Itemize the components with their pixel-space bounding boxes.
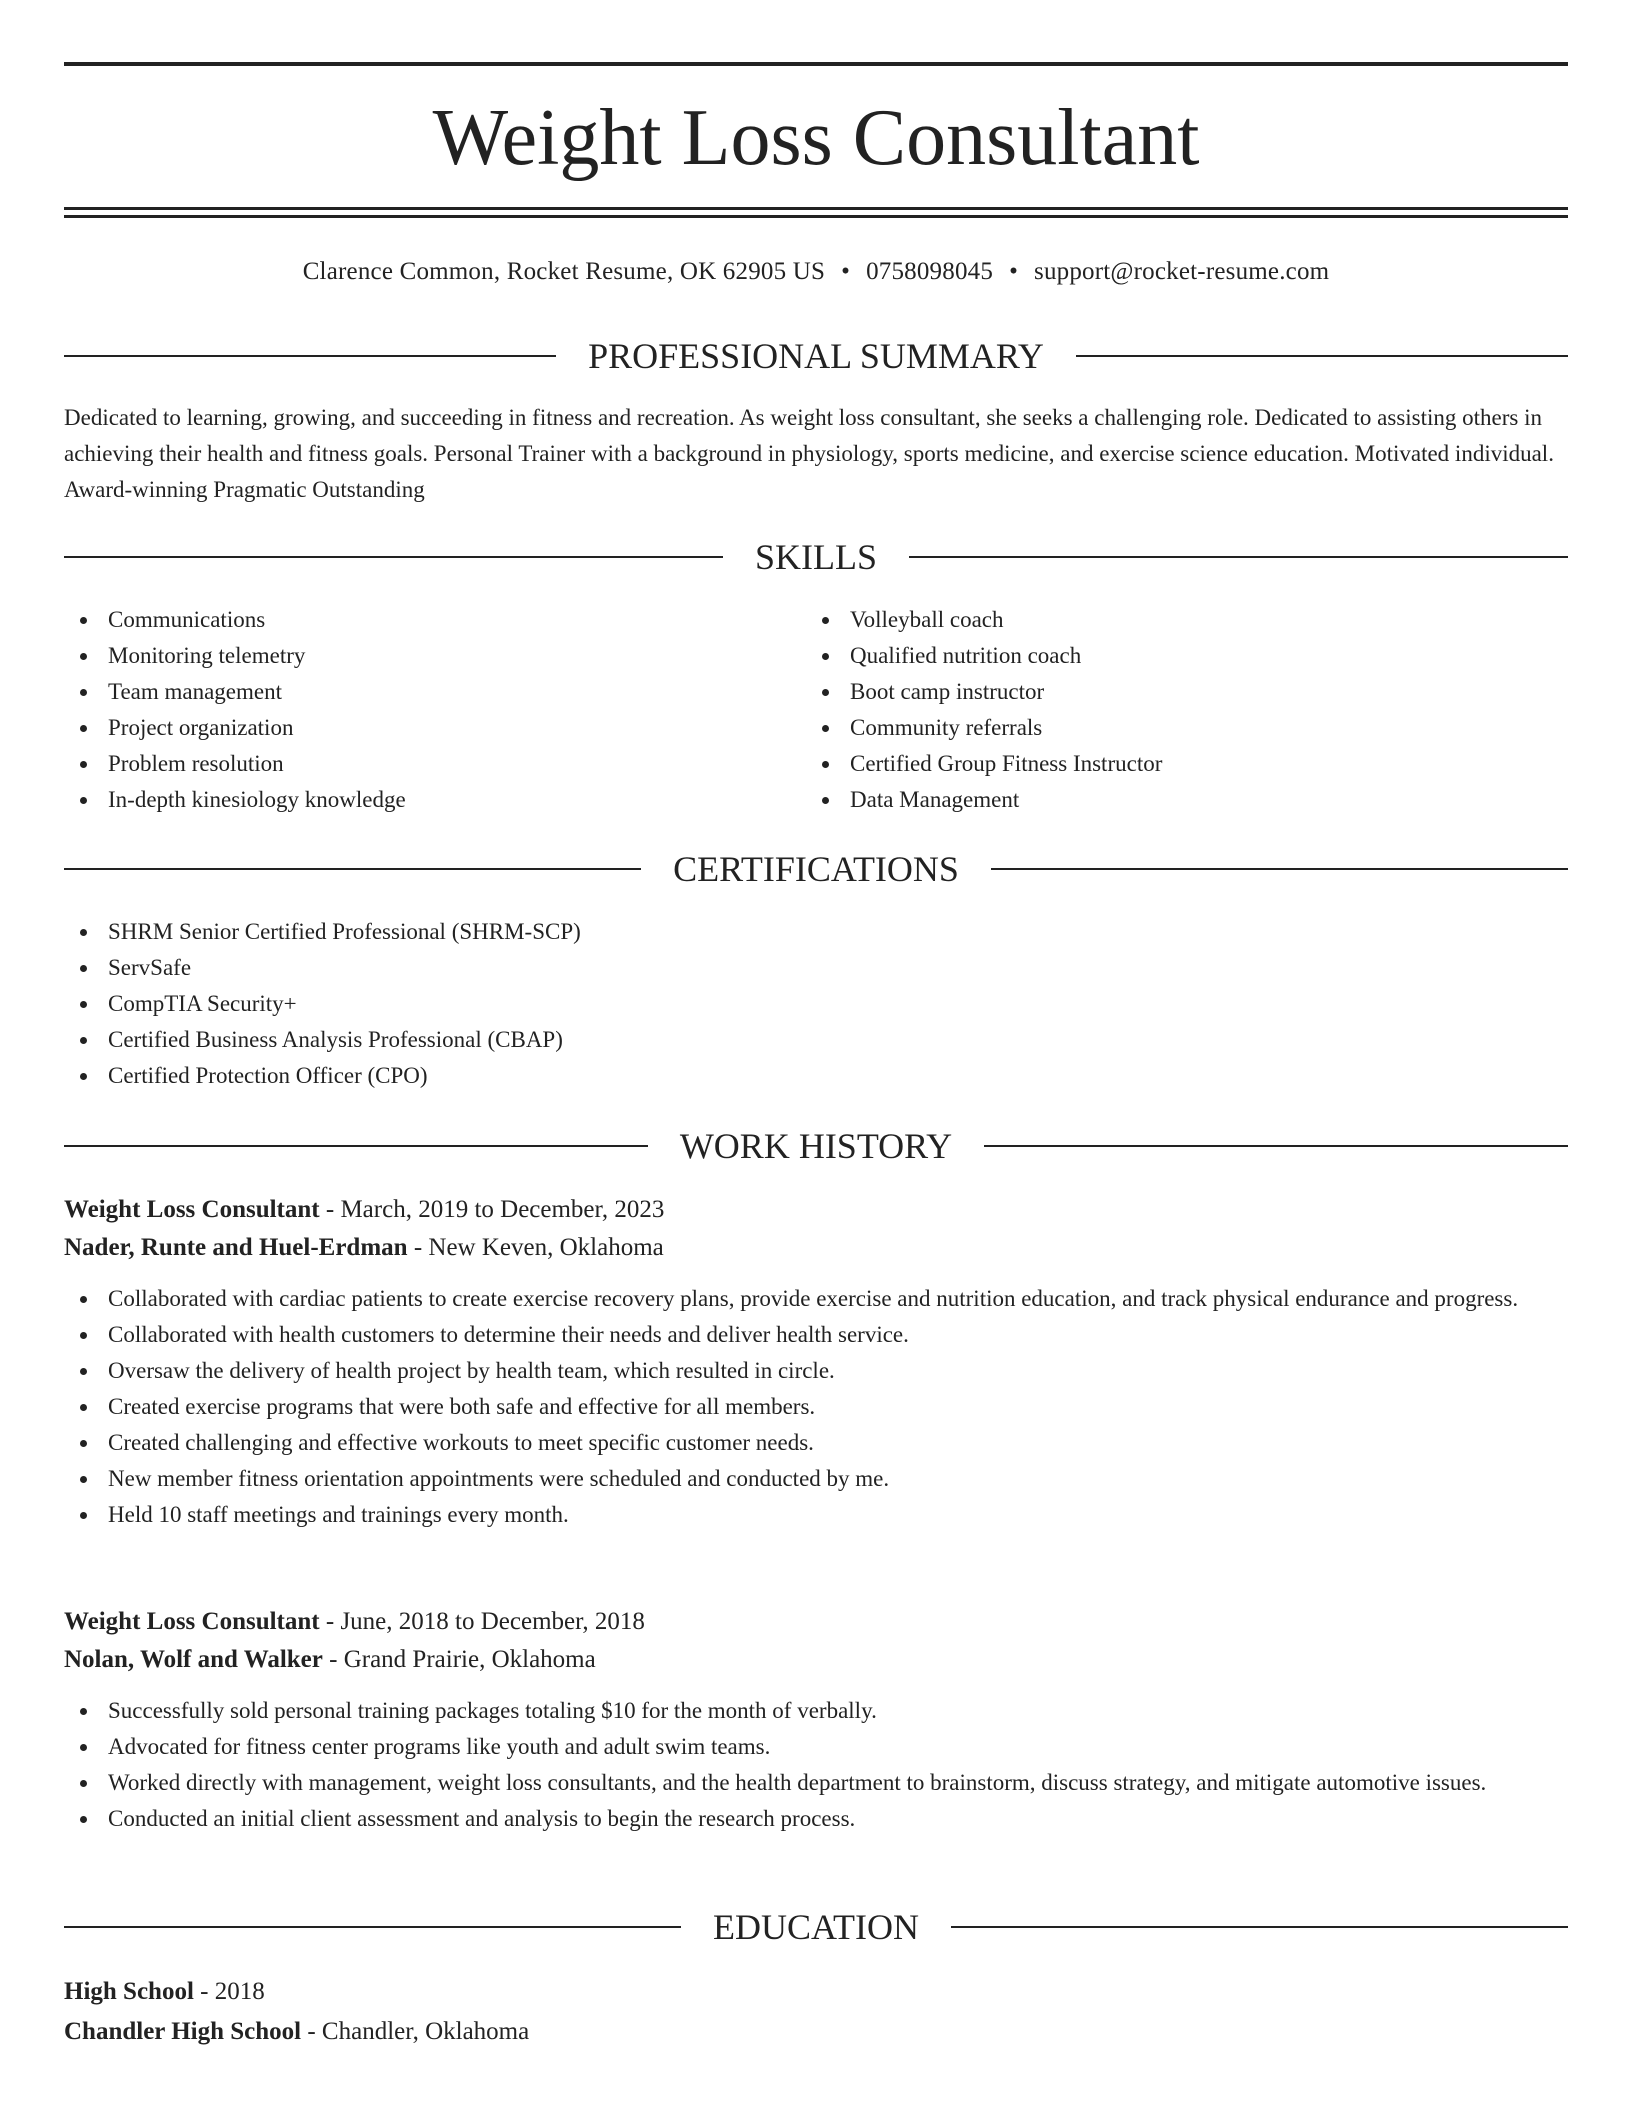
divider-line bbox=[64, 556, 723, 558]
job-bullet: Successfully sold personal training packages totaling $10 for the month of verbally. bbox=[64, 1693, 1568, 1729]
job-entry bbox=[64, 1191, 1568, 1533]
section-header-summary bbox=[64, 334, 1568, 378]
divider-line bbox=[1076, 355, 1568, 357]
job-bullet: Collaborated with health customers to determine their needs and deliver health service. bbox=[64, 1317, 1568, 1353]
contact-address: Clarence Common, Rocket Resume, OK 62905 US bbox=[302, 258, 826, 285]
job-bullet: Oversaw the delivery of health project by health team, which resulted in circle. bbox=[64, 1353, 1568, 1389]
job-location: - Grand Prairie, Oklahoma bbox=[322, 1646, 596, 1673]
title-rule-upper bbox=[64, 207, 1568, 210]
skill-item: In-depth kinesiology knowledge bbox=[64, 782, 764, 818]
skill-item: Team management bbox=[64, 674, 764, 710]
skill-item: Project organization bbox=[64, 710, 764, 746]
divider-line bbox=[951, 1926, 1568, 1928]
job-bullet: Conducted an initial client assessment and analysis to begin the research process. bbox=[64, 1801, 1568, 1837]
divider-line bbox=[909, 556, 1568, 558]
job-bullet: Created challenging and effective workouts to meet specific customer needs. bbox=[64, 1425, 1568, 1461]
job-role: Weight Loss Consultant bbox=[64, 1196, 320, 1223]
divider-line bbox=[64, 1926, 681, 1928]
job-company-line bbox=[64, 1229, 1568, 1267]
education-location: - Chandler, Oklahoma bbox=[301, 2018, 530, 2045]
job-company: Nolan, Wolf and Walker bbox=[64, 1646, 323, 1673]
section-title-skills: SKILLS bbox=[755, 537, 878, 577]
job-dates: - June, 2018 to December, 2018 bbox=[319, 1608, 645, 1635]
section-header-work bbox=[64, 1124, 1568, 1168]
skills-column-left bbox=[64, 602, 764, 818]
skill-item: Community referrals bbox=[806, 710, 1506, 746]
title-rule-lower bbox=[64, 215, 1568, 218]
job-bullets bbox=[64, 1281, 1568, 1533]
skill-item: Certified Group Fitness Instructor bbox=[806, 746, 1506, 782]
divider-line bbox=[64, 868, 641, 870]
education-school: Chandler High School bbox=[64, 2018, 302, 2045]
education-year: - 2018 bbox=[193, 1978, 265, 2005]
contact-separator: • bbox=[1009, 258, 1019, 285]
certifications-list bbox=[64, 914, 1568, 1094]
skill-item: Problem resolution bbox=[64, 746, 764, 782]
job-entry bbox=[64, 1603, 1568, 1837]
skill-item: Volleyball coach bbox=[806, 602, 1506, 638]
job-bullets bbox=[64, 1693, 1568, 1837]
education-school-line bbox=[64, 2013, 1568, 2051]
job-bullet: Worked directly with management, weight loss consultants, and the health department to brainstorm, discuss strategy, and mitigate automotive issues. bbox=[64, 1765, 1568, 1801]
contact-line bbox=[64, 254, 1568, 290]
skill-item: Qualified nutrition coach bbox=[806, 638, 1506, 674]
section-title-summary: PROFESSIONAL SUMMARY bbox=[588, 336, 1044, 376]
job-bullet: Held 10 staff meetings and trainings every month. bbox=[64, 1497, 1568, 1533]
education-degree: High School bbox=[64, 1978, 194, 2005]
job-title-line bbox=[64, 1603, 1568, 1641]
job-dates: - March, 2019 to December, 2023 bbox=[319, 1196, 665, 1223]
divider-line bbox=[991, 868, 1568, 870]
contact-phone: 0758098045 bbox=[866, 258, 994, 285]
certification-item: Certified Protection Officer (CPO) bbox=[64, 1058, 1568, 1094]
divider-line bbox=[64, 355, 556, 357]
skills-column-right bbox=[806, 602, 1506, 818]
skill-item: Monitoring telemetry bbox=[64, 638, 764, 674]
certification-item: CompTIA Security+ bbox=[64, 986, 1568, 1022]
divider-line bbox=[64, 1145, 648, 1147]
job-bullet: Collaborated with cardiac patients to create exercise recovery plans, provide exercise and nutrition education, and track physical endurance and progress. bbox=[64, 1281, 1568, 1317]
contact-separator: • bbox=[841, 258, 851, 285]
certification-item: SHRM Senior Certified Professional (SHRM-SCP) bbox=[64, 914, 1568, 950]
contact-email: support@rocket-resume.com bbox=[1034, 258, 1330, 285]
job-company-line bbox=[64, 1641, 1568, 1679]
job-bullet: Created exercise programs that were both safe and effective for all members. bbox=[64, 1389, 1568, 1425]
skill-item: Communications bbox=[64, 602, 764, 638]
section-title-education: EDUCATION bbox=[713, 1907, 919, 1947]
divider-line bbox=[984, 1145, 1568, 1147]
job-role: Weight Loss Consultant bbox=[64, 1608, 320, 1635]
certification-item: ServSafe bbox=[64, 950, 1568, 986]
job-bullet: Advocated for fitness center programs like youth and adult swim teams. bbox=[64, 1729, 1568, 1765]
skill-item: Data Management bbox=[806, 782, 1506, 818]
job-title-line bbox=[64, 1191, 1568, 1229]
section-header-certifications bbox=[64, 847, 1568, 891]
education-entry bbox=[64, 1973, 1568, 2051]
summary-text: Dedicated to learning, growing, and succeeding in fitness and recreation. As weight loss consultant, she seeks a challenging role. Dedicated to assisting others in achieving their health and fitness goals. Personal Trainer with a background in physiology, sports medicine, and exercise science education. Motivated individual. Award-winning Pragmatic Outstanding bbox=[64, 405, 1554, 502]
section-title-work: WORK HISTORY bbox=[679, 1126, 953, 1166]
resume-title: Weight Loss Consultant bbox=[432, 94, 1200, 182]
section-title-certifications: CERTIFICATIONS bbox=[673, 849, 959, 889]
education-degree-line bbox=[64, 1973, 1568, 2011]
top-rule bbox=[64, 62, 1568, 66]
job-location: - New Keven, Oklahoma bbox=[407, 1234, 664, 1261]
job-company: Nader, Runte and Huel-Erdman bbox=[64, 1234, 408, 1261]
section-header-skills bbox=[64, 535, 1568, 579]
certification-item: Certified Business Analysis Professional (CBAP) bbox=[64, 1022, 1568, 1058]
skill-item: Boot camp instructor bbox=[806, 674, 1506, 710]
job-bullet: New member fitness orientation appointments were scheduled and conducted by me. bbox=[64, 1461, 1568, 1497]
section-header-education bbox=[64, 1905, 1568, 1949]
